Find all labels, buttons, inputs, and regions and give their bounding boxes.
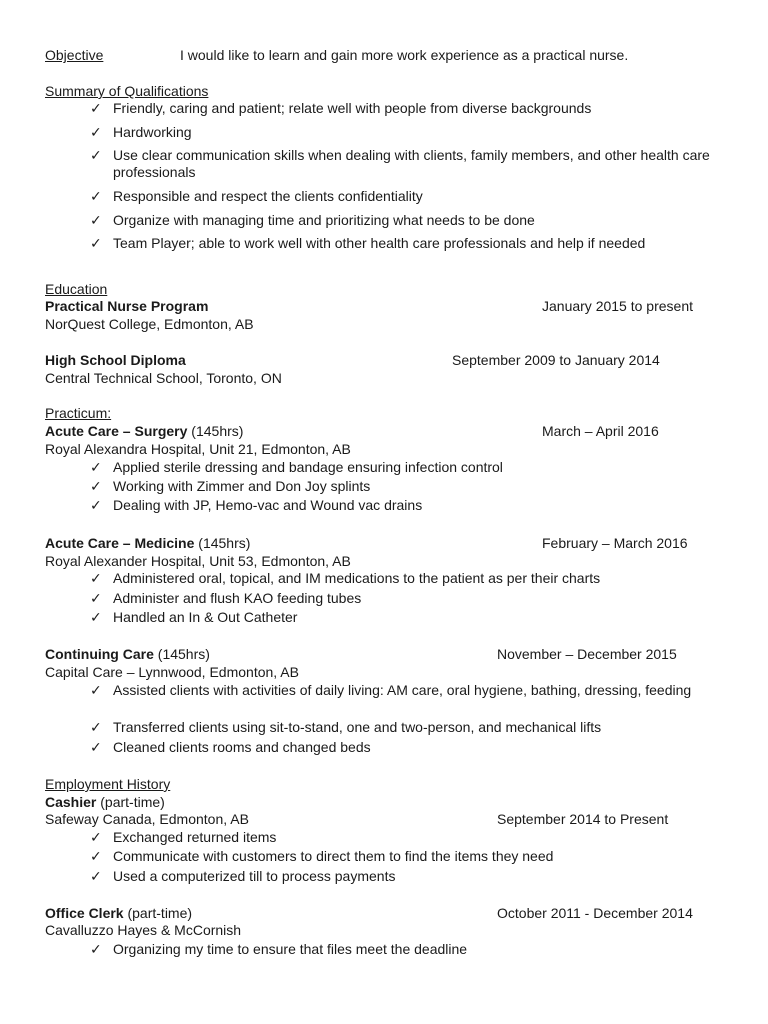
check-icon: ✓ bbox=[90, 124, 102, 140]
summary-item: Friendly, caring and patient; relate well with people from diverse backgrounds bbox=[113, 100, 592, 116]
education-title: Practical Nurse Program bbox=[45, 298, 209, 314]
practicum-item: Applied sterile dressing and bandage ensuring infection control bbox=[113, 459, 503, 475]
practicum-date: November – December 2015 bbox=[497, 646, 677, 662]
summary-item: Hardworking bbox=[113, 124, 192, 140]
job-title: Cashier bbox=[45, 794, 97, 810]
check-icon: ✓ bbox=[90, 212, 102, 228]
practicum-place: Royal Alexander Hospital, Unit 53, Edmonton, AB bbox=[45, 553, 351, 569]
practicum-heading: Practicum: bbox=[45, 405, 112, 421]
check-icon: ✓ bbox=[90, 682, 102, 698]
practicum-place: Royal Alexandra Hospital, Unit 21, Edmonton, AB bbox=[45, 441, 351, 457]
education-place: Central Technical School, Toronto, ON bbox=[45, 370, 282, 386]
check-icon: ✓ bbox=[90, 100, 102, 116]
job-title: Office Clerk bbox=[45, 905, 124, 921]
practicum-hours: (145hrs) bbox=[198, 535, 251, 551]
check-icon: ✓ bbox=[90, 147, 102, 163]
practicum-item: Dealing with JP, Hemo-vac and Wound vac drains bbox=[113, 497, 423, 513]
check-icon: ✓ bbox=[90, 188, 102, 204]
practicum-item: Administer and flush KAO feeding tubes bbox=[113, 590, 362, 606]
practicum-title: Acute Care – Surgery bbox=[45, 423, 188, 439]
job-title-line bbox=[45, 794, 165, 811]
check-icon: ✓ bbox=[90, 497, 102, 513]
summary-item: Responsible and respect the clients confidentiality bbox=[113, 188, 423, 204]
job-hours: (part-time) bbox=[100, 794, 165, 810]
check-icon: ✓ bbox=[90, 235, 102, 251]
summary-item: Use clear communication skills when dealing with clients, family members, and other health care professionals bbox=[113, 147, 710, 180]
job-date: October 2011 - December 2014 bbox=[497, 905, 693, 921]
check-icon: ✓ bbox=[90, 719, 102, 735]
summary-item: Team Player; able to work well with other health care professionals and help if needed bbox=[113, 235, 646, 251]
practicum-hours: (145hrs) bbox=[157, 646, 210, 662]
practicum-item: Assisted clients with activities of daily living: AM care, oral hygiene, bathing, dressing, feeding bbox=[113, 682, 692, 698]
objective-heading: Objective bbox=[45, 47, 104, 63]
job-item: Communicate with customers to direct them to find the items they need bbox=[113, 848, 554, 864]
job-place: Cavalluzzo Hayes & McCornish bbox=[45, 922, 242, 938]
education-date: January 2015 to present bbox=[542, 298, 693, 314]
employment-heading: Employment History bbox=[45, 776, 171, 792]
check-icon: ✓ bbox=[90, 868, 102, 884]
check-icon: ✓ bbox=[90, 848, 102, 864]
practicum-item: Transferred clients using sit-to-stand, one and two-person, and mechanical lifts bbox=[113, 719, 602, 735]
check-icon: ✓ bbox=[90, 739, 102, 755]
check-icon: ✓ bbox=[90, 478, 102, 494]
check-icon: ✓ bbox=[90, 590, 102, 606]
job-place: Safeway Canada, Edmonton, AB bbox=[45, 811, 249, 827]
practicum-item: Administered oral, topical, and IM medications to the patient as per their charts bbox=[113, 570, 601, 586]
check-icon: ✓ bbox=[90, 609, 102, 625]
education-place: NorQuest College, Edmonton, AB bbox=[45, 316, 254, 332]
check-icon: ✓ bbox=[90, 570, 102, 586]
practicum-title-line bbox=[45, 646, 210, 663]
summary-item: Organize with managing time and prioritizing what needs to be done bbox=[113, 212, 535, 228]
job-item: Organizing my time to ensure that files meet the deadline bbox=[113, 941, 468, 957]
practicum-title-line bbox=[45, 535, 250, 552]
job-item: Used a computerized till to process payments bbox=[113, 868, 396, 884]
practicum-title-line bbox=[45, 423, 243, 440]
education-heading: Education bbox=[45, 281, 108, 297]
job-title-line bbox=[45, 905, 192, 922]
objective-text: I would like to learn and gain more work experience as a practical nurse. bbox=[180, 47, 629, 63]
practicum-place: Capital Care – Lynnwood, Edmonton, AB bbox=[45, 664, 299, 680]
practicum-date: February – March 2016 bbox=[542, 535, 688, 551]
job-item: Exchanged returned items bbox=[113, 829, 277, 845]
education-title: High School Diploma bbox=[45, 352, 186, 368]
summary-heading: Summary of Qualifications bbox=[45, 83, 209, 99]
practicum-title: Continuing Care bbox=[45, 646, 154, 662]
practicum-item: Working with Zimmer and Don Joy splints bbox=[113, 478, 371, 494]
practicum-item: Handled an In & Out Catheter bbox=[113, 609, 298, 625]
check-icon: ✓ bbox=[90, 941, 102, 957]
practicum-title: Acute Care – Medicine bbox=[45, 535, 195, 551]
education-date: September 2009 to January 2014 bbox=[452, 352, 660, 368]
check-icon: ✓ bbox=[90, 829, 102, 845]
job-hours: (part-time) bbox=[127, 905, 193, 921]
practicum-hours: (145hrs) bbox=[191, 423, 244, 439]
practicum-date: March – April 2016 bbox=[542, 423, 659, 439]
check-icon: ✓ bbox=[90, 459, 102, 475]
practicum-item: Cleaned clients rooms and changed beds bbox=[113, 739, 371, 755]
job-date: September 2014 to Present bbox=[497, 811, 669, 827]
